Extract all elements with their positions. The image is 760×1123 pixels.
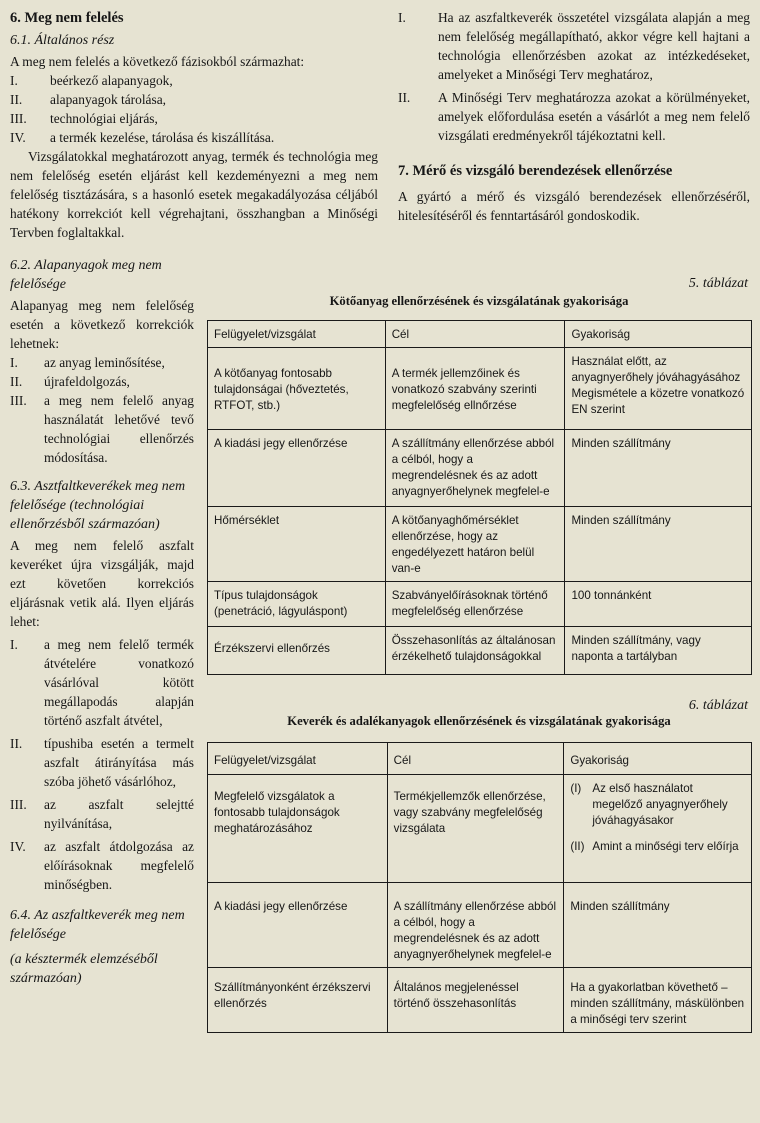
table-6-title: Keverék és adalékanyagok ellenőrzésének és vizsgálatának gyakorisága — [287, 714, 671, 728]
section-6-2-title: 6.2. Alapanyagok meg nem felelősége — [10, 258, 162, 292]
table-cell: A kötőanyaghőmérséklet ellenőrzése, hogy az engedélyezett határon belül van-e — [385, 507, 565, 582]
list-item: II. alapanyagok tárolása, — [10, 92, 166, 107]
list-item: III. a meg nem felelő anyag használatát lehetővé tevő technológiai ellenőrzés módosítása. — [10, 393, 194, 465]
table-row — [208, 430, 752, 507]
section-6-2-paragraph: Alapanyag meg nem felelőség esetén a következő korrekciók lehetnek: — [10, 298, 194, 351]
table-cell: Minden szállítmány, vagy naponta a tartályban — [565, 627, 752, 675]
column-header: Cél — [385, 321, 565, 348]
column-header: Felügyelet/vizsgálat — [208, 321, 386, 348]
section-6-3-paragraph: A meg nem felelő aszfalt keveréket újra vizsgálják, majd ezt követően korrekciós eljárásnak vetik alá. Ilyen eljárás lehet: — [10, 538, 194, 629]
table-cell — [564, 775, 752, 883]
list-item: (II) Amint a minőségi terv előírja — [570, 840, 739, 853]
table-cell: Termékjellemzők ellenőrzése, vagy szabvány megfelelőség vizsgálata — [387, 775, 564, 883]
table-5-label: 5. táblázat — [688, 276, 748, 291]
list-item: IV. a termék kezelése, tárolása és kiszállítása. — [10, 130, 275, 145]
table-cell: 100 tonnánként — [565, 582, 752, 627]
table-cell: A termék jellemzőinek és vonatkozó szabvány szerinti megfelelőség ellnőrzése — [385, 348, 565, 430]
table-row — [208, 627, 752, 675]
table-row — [208, 507, 752, 582]
section-6-3-title: 6.3. Asztfaltkeverékek meg nem felelősége (technológiai ellenőrzésből származóan) — [10, 479, 186, 532]
left-narrow-column — [10, 256, 194, 988]
section-6-2-list — [10, 353, 194, 467]
table-header-row — [208, 743, 752, 775]
table-cell: Minden szállítmány — [564, 883, 752, 968]
column-header: Felügyelet/vizsgálat — [208, 743, 388, 775]
list-item: I. beérkező alapanyagok, — [10, 73, 173, 88]
table-cell: Megfelelő vizsgálatok a fontosabb tulajdonságok meghatározásához — [208, 775, 388, 883]
list-item: I. az anyag leminősítése, — [10, 355, 165, 370]
table-cell: Szállítmányonként érzékszervi ellenőrzés — [208, 968, 388, 1033]
section-6-4-subtitle: (a késztermék elemzéséből származóan) — [10, 952, 158, 986]
list-item: III. az aszfalt selejtté nyilvánítása, — [10, 797, 194, 831]
column-header: Cél — [387, 743, 564, 775]
list-item: I. Ha az aszfaltkeverék összetétel vizsgálata alapján a meg nem felelőség megállapítható, akkor végre kell hajtani a technológia ellenőrzésben azokat az intézkedéseket, amelyeket a Minőségi Terv meghatároz, — [398, 10, 750, 82]
section-6-title: 6. Meg nem felelés — [10, 10, 124, 26]
list-item: II. újrafeldolgozás, — [10, 374, 130, 389]
list-item: II. típushiba esetén a termelt aszfalt átirányítása más szóba jöhető vásárlóhoz, — [10, 736, 194, 789]
list-item: IV. az aszfalt átdolgozása az előírásoknak megfelelő minőségben. — [10, 839, 194, 892]
table-cell: Hőmérséklet — [208, 507, 386, 582]
section-6-1-title: 6.1. Általános rész — [10, 33, 115, 48]
table-row — [208, 775, 752, 883]
table-row — [208, 582, 752, 627]
table-row — [208, 968, 752, 1033]
table-header-row — [208, 321, 752, 348]
table-cell: Minden szállítmány — [565, 507, 752, 582]
table-cell: Típus tulajdonságok (penetráció, lágyuláspont) — [208, 582, 386, 627]
table-row — [208, 348, 752, 430]
table-cell: Összehasonlítás az általánosan érzékelhető tulajdonságokkal — [385, 627, 565, 675]
section-7-title: 7. Mérő és vizsgáló berendezések ellenőrzése — [398, 163, 673, 179]
left-column — [10, 8, 378, 242]
list-item: (I) Az első használatot megelőző anyagnyerőhely jóváhagyásakor — [570, 782, 728, 827]
list-item: III. technológiai eljárás, — [10, 111, 158, 126]
section-6-3-list — [10, 635, 194, 894]
list-item: I. a meg nem felelő termék átvételére vonatkozó vásárlóval kötött megállapodás alapján történő aszfalt átvétel, — [10, 637, 194, 728]
section-6-1-list — [10, 71, 378, 147]
table-cell: Minden szállítmány — [565, 430, 752, 507]
table-cell: A kötőanyag fontosabb tulajdonságai (hőveztetés, RTFOT, stb.) — [208, 348, 386, 430]
column-header: Gyakoriság — [564, 743, 752, 775]
table-cell: A kiadási jegy ellenőrzése — [208, 883, 388, 968]
section-7-paragraph: A gyártó a mérő és vizsgáló berendezések ellenőrzéséről, hitelesítéséről és fenntartásáról gondoskodik. — [398, 189, 750, 223]
table-cell: Használat előtt, az anyagnyerőhely jóváhagyásához Megismétele a közetre vonatkozó EN szerint — [565, 348, 752, 430]
section-6-4-list — [398, 8, 750, 145]
section-6-1-paragraph: Vizsgálatokkal meghatározott anyag, termék és technológia meg nem felelőség esetén eljárást kell kezdeményezni a meg nem felelőség tisztázására, s a hasonló esetek megakadályozása céljából hatékony korrekciót kell végrehajtani, összhangban a Minőségi Tervben foglaltakkal. — [10, 149, 378, 240]
table-cell: A kiadási jegy ellenőrzése — [208, 430, 386, 507]
section-6-1-intro: A meg nem felelés a következő fázisokból származhat: — [10, 54, 305, 69]
table-cell: Ha a gyakorlatban követhető – minden szállítmány, máskülönben a minőségi terv szerint — [564, 968, 752, 1033]
table-cell: A szállítmány ellenőrzése abból a célból, hogy a megrendelésnek és az adott anyagnyerőhelynek megfelel-e — [387, 883, 564, 968]
table-6-label: 6. táblázat — [688, 698, 748, 713]
table-5 — [207, 320, 752, 675]
table-5-title: Kötőanyag ellenőrzésének és vizsgálatának gyakorisága — [329, 294, 629, 308]
table-cell: A szállítmány ellenőrzése abból a célból, hogy a megrendelésnek és az adott anyagnyerőhelynek megfelel-e — [385, 430, 565, 507]
section-6-4-title: 6.4. Az aszfaltkeverék meg nem felelősége — [10, 908, 185, 942]
table-cell: Szabványelőírásoknak történő megfelelőség ellenőrzése — [385, 582, 565, 627]
column-header: Gyakoriság — [565, 321, 752, 348]
table-6 — [207, 742, 752, 1033]
table-cell: Általános megjelenéssel történő összehasonlítás — [387, 968, 564, 1033]
right-column — [398, 8, 750, 225]
list-item: II. A Minőségi Terv meghatározza azokat a körülményeket, amelyek előfordulása esetén a vásárlót a meg nem felelő vizsgálati eredményekről tájékoztatni kell. — [398, 90, 750, 143]
table-row — [208, 883, 752, 968]
table-cell: Érzékszervi ellenőrzés — [208, 627, 386, 675]
